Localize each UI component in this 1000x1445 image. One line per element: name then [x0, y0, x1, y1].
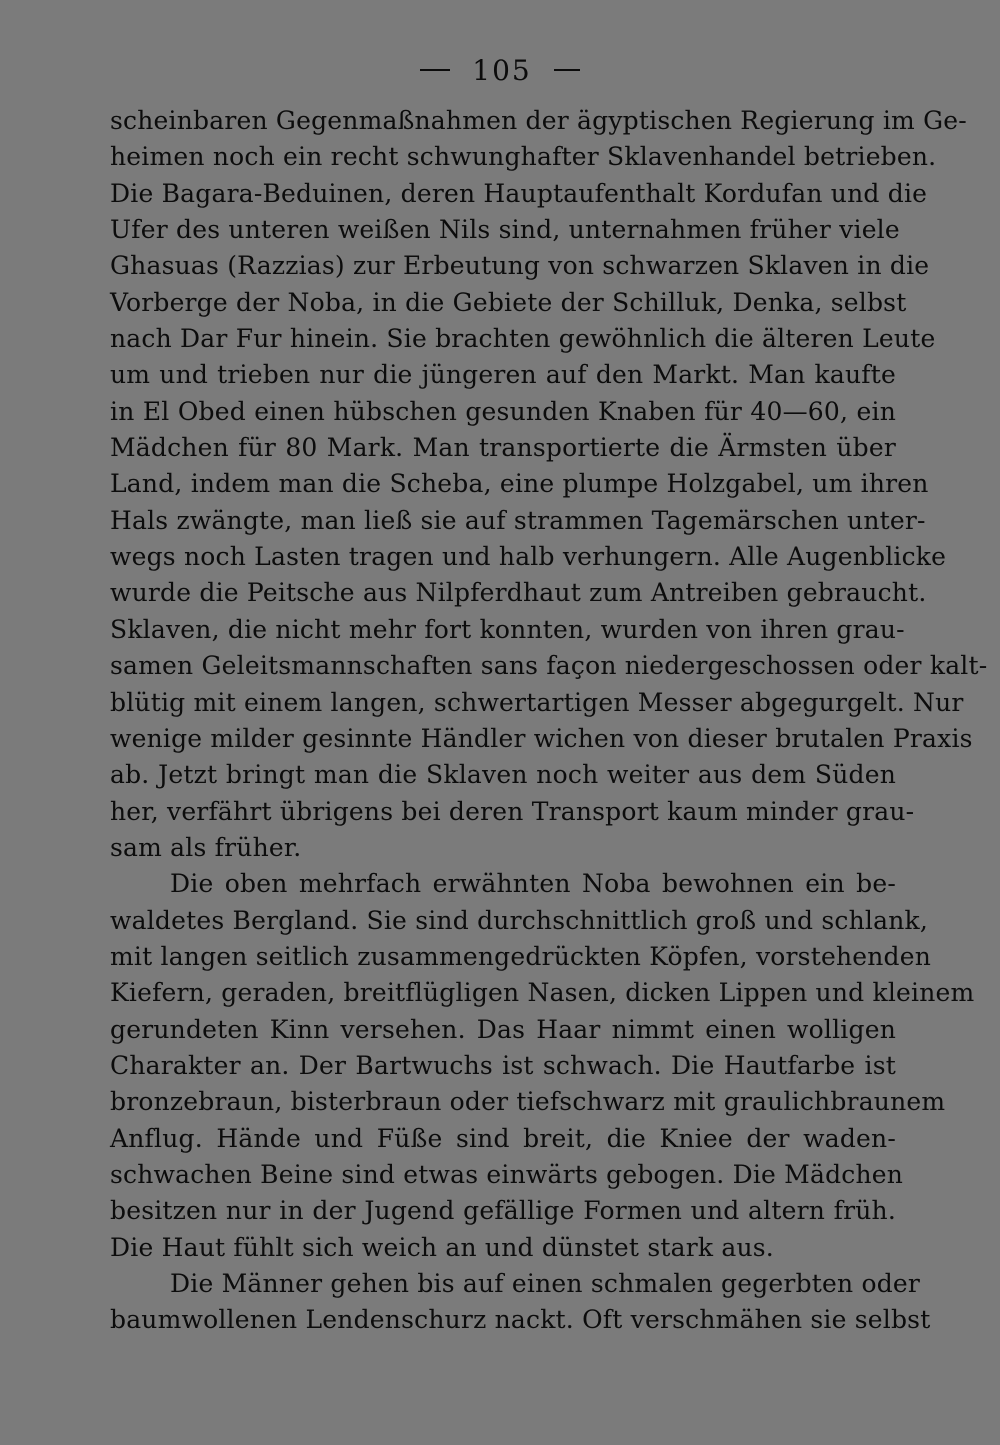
text-line: scheinbaren Gegenmaßnahmen der ägyptischen Regierung im Ge- [110, 106, 967, 135]
body-text [110, 103, 988, 1339]
text-line: wurde die Peitsche aus Nilpferdhaut zum Antreiben gebraucht. [110, 578, 927, 608]
text-line: mit langen seitlich zusammengedrückten Köpfen, vorstehenden [110, 941, 932, 971]
text-line: ab. Jetzt bringt man die Sklaven noch weiter aus dem Süden [110, 760, 896, 790]
text-line: samen Geleitsmannschaften sans façon niedergeschossen oder kalt- [110, 651, 988, 681]
text-line: Charakter an. Der Bartwuchs ist schwach. Die Hautfarbe ist [110, 1050, 896, 1080]
text-line: um und trieben nur die jüngeren auf den Markt. Man kaufte [110, 360, 896, 390]
text-line: bronzebraun, bisterbraun oder tiefschwarz mit graulichbraunem [110, 1087, 946, 1117]
text-line: schwachen Beine sind etwas einwärts gebogen. Die Mädchen [110, 1159, 904, 1189]
text-line: besitzen nur in der Jugend gefällige Formen und altern früh. [110, 1196, 896, 1226]
text-line: Mädchen für 80 Mark. Man transportierte die Ärmsten über [110, 433, 896, 463]
text-line: in El Obed einen hübschen gesunden Knaben für 40—60, ein [110, 396, 896, 426]
text-line: waldetes Bergland. Sie sind durchschnittlich groß und schlank, [110, 905, 929, 935]
text-line: heimen noch ein recht schwunghafter Sklavenhandel betrieben. [110, 142, 937, 172]
text-line: Hals zwängte, man ließ sie auf strammen Tagemärschen unter- [110, 505, 926, 535]
text-line: baumwollenen Lendenschurz nackt. Oft verschmähen sie selbst [110, 1305, 931, 1335]
paragraph-start-line: Die oben mehrfach erwähnten Noba bewohnen ein be- [170, 869, 896, 899]
text-line: Die Bagara-Beduinen, deren Hauptaufenthalt Kordufan und die [110, 178, 928, 208]
page-header [0, 50, 1000, 90]
paragraph-start-line: Die Männer gehen bis auf einen schmalen gegerbten oder [170, 1269, 921, 1298]
header-dash-right [554, 69, 580, 71]
text-line: Die Haut fühlt sich weich an und dünstet stark aus. [110, 1232, 774, 1262]
text-line: Land, indem man die Scheba, eine plumpe Holzgabel, um ihren [110, 469, 929, 499]
text-line: blütig mit einem langen, schwertartigen Messer abgegurgelt. Nur [110, 687, 964, 717]
text-line: wegs noch Lasten tragen und halb verhungern. Alle Augenblicke [110, 542, 947, 572]
text-line: nach Dar Fur hinein. Sie brachten gewöhnlich die älteren Leute [110, 324, 936, 354]
text-line: Ghasuas (Razzias) zur Erbeutung von schwarzen Sklaven in die [110, 251, 930, 281]
text-line: Sklaven, die nicht mehr fort konnten, wurden von ihren grau- [110, 614, 905, 644]
header-dash-left [420, 69, 450, 71]
text-line: Vorberge der Noba, in die Gebiete der Schilluk, Denka, selbst [110, 287, 907, 317]
text-line: her, verfährt übrigens bei deren Transport kaum minder grau- [110, 796, 915, 826]
text-line: sam als früher. [110, 832, 302, 862]
text-line: Anflug. Hände und Füße sind breit, die Kniee der waden- [110, 1123, 896, 1153]
text-line: Kiefern, geraden, breitflügligen Nasen, dicken Lippen und kleinem [110, 978, 975, 1008]
text-line: wenige milder gesinnte Händler wichen von dieser brutalen Praxis [110, 723, 973, 753]
text-line: gerundeten Kinn versehen. Das Haar nimmt einen wolligen [110, 1014, 896, 1044]
page-number: 105 [472, 53, 532, 87]
text-line: Ufer des unteren weißen Nils sind, unternahmen früher viele [110, 215, 900, 245]
